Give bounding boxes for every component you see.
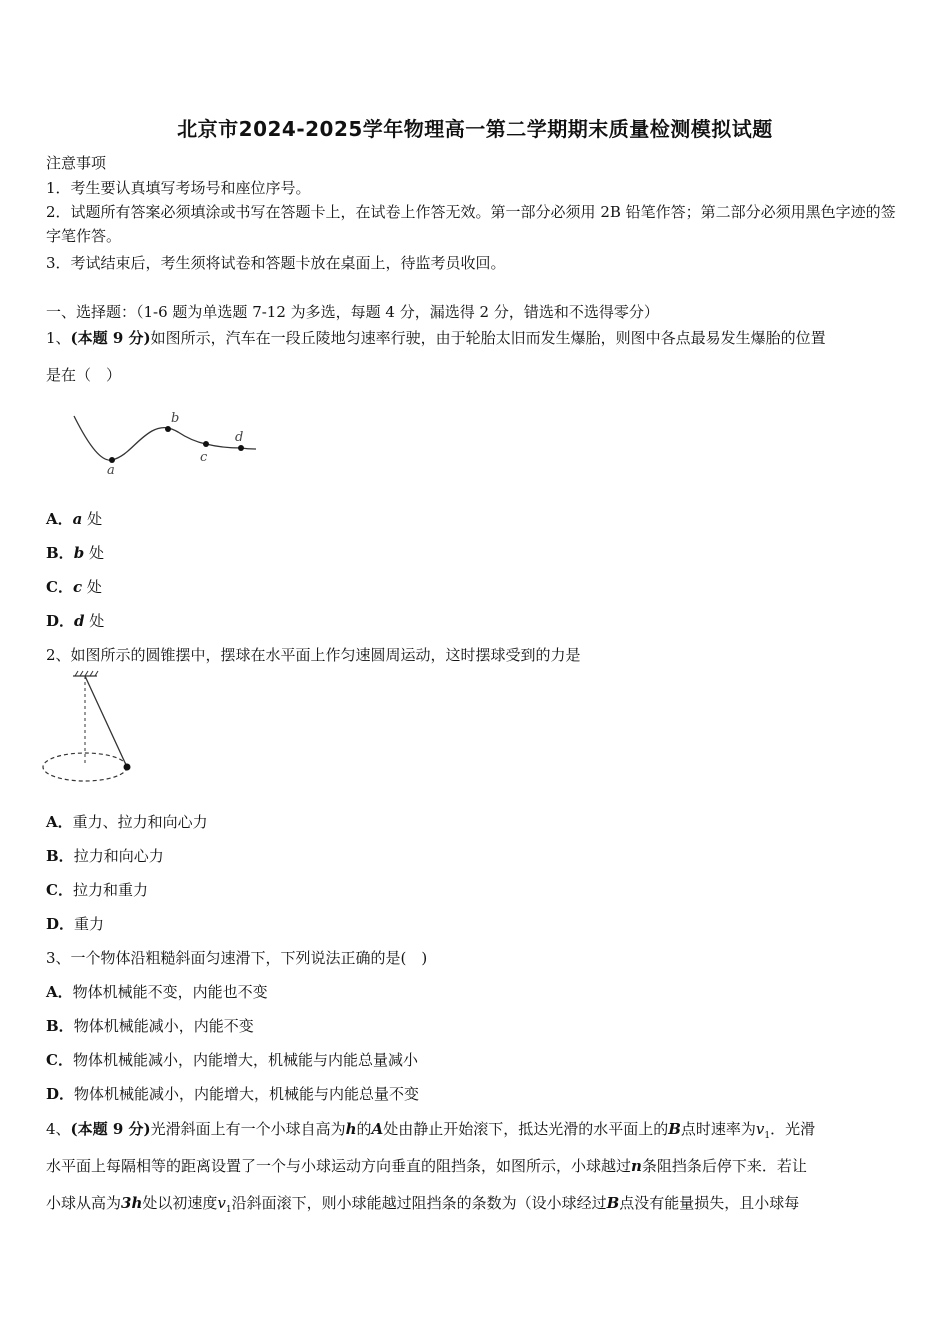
point-c	[203, 441, 209, 447]
q1-stem-line1	[46, 327, 826, 348]
page-title: 北京市2024-2025学年物理高一第二学期期末质量检测模拟试题	[177, 117, 773, 141]
notice-heading: 注意事项	[46, 154, 107, 172]
q2-stem: 2、如图所示的圆锥摆中，摆球在水平面上作匀速圆周运动，这时摆球受到的力是	[46, 646, 581, 664]
label-c: c	[200, 450, 208, 465]
q3-option-c: C．物体机械能减小，内能增大，机械能与内能总量减小	[46, 1051, 418, 1069]
ceiling-hatch	[75, 671, 98, 676]
notice-item-2: 2．试题所有答案必须填涂或书写在答题卡上，在试卷上作答无效。第一部分必须用 2B 铅笔作答；第二部分必须用黑色字迹的签字笔作答。	[46, 203, 896, 245]
q4-stem-line2: 水平面上每隔相等的距离设置了一个与小球运动方向垂直的阻挡条，如图所示，小球越过n条阻挡条后停下来．若让	[46, 1157, 807, 1175]
q1-hill-figure	[60, 398, 270, 483]
q2-option-b: B．拉力和向心力	[46, 847, 164, 865]
q1-tag: (本题 9 分)	[70, 329, 151, 347]
notice-item-1: 1．考生要认真填写考场号和座位序号。	[46, 179, 311, 197]
pendulum-string	[85, 676, 127, 767]
q2-option-d: D．重力	[46, 915, 105, 933]
q3-stem: 3、一个物体沿粗糙斜面匀速滑下，下列说法正确的是( )	[46, 949, 428, 967]
q1-option-d: D．d 处	[46, 612, 105, 630]
q1-stem: 如图所示，汽车在一段丘陵地匀速率行驶，由于轮胎太旧而发生爆胎，则图中各点最易发生爆胎的位置	[150, 329, 826, 347]
q3-option-d: D．物体机械能减小，内能增大，机械能与内能总量不变	[46, 1085, 420, 1103]
q4-stem-line3: 小球从高为3h处以初速度$v_1$沿斜面滚下，则小球能越过阻挡条的条数为（设小球经过B点没有能量损失，且小球每	[46, 1194, 800, 1215]
q1-option-c: C．c 处	[46, 578, 102, 596]
notice-item-3: 3．考试结束后，考生须将试卷和答题卡放在桌面上，待监考员收回。	[46, 254, 506, 272]
point-d	[238, 445, 244, 451]
q1-number: 1、	[46, 329, 71, 347]
circular-path	[43, 753, 127, 781]
q2-option-c: C．拉力和重力	[46, 881, 148, 899]
q1-option-b: B．b 处	[46, 544, 104, 562]
q4-stem-line1: 4、(本题 9 分)光滑斜面上有一个小球自高为h的A处由静止开始滚下，抵达光滑的水平面上的B点时速率为$v_1$．光滑	[46, 1120, 816, 1141]
q2-conical-pendulum-figure	[40, 670, 150, 790]
q3-option-a: A．物体机械能不变，内能也不变	[46, 983, 268, 1001]
q3-option-b: B．物体机械能减小，内能不变	[46, 1017, 254, 1035]
label-b: b	[171, 411, 180, 426]
q1-stem-line2: 是在（ ）	[46, 366, 122, 384]
label-d: d	[235, 430, 244, 445]
point-b	[165, 426, 171, 432]
q1-option-a: A．a 处	[46, 510, 103, 528]
label-a: a	[107, 463, 115, 478]
section-heading: 一、选择题：（1-6 题为单选题 7-12 为多选，每题 4 分，漏选得 2 分，错选和不选得零分）	[46, 303, 659, 321]
hill-curve	[74, 416, 256, 460]
pendulum-bob	[124, 764, 131, 771]
q2-option-a: A．重力、拉力和向心力	[46, 813, 208, 831]
